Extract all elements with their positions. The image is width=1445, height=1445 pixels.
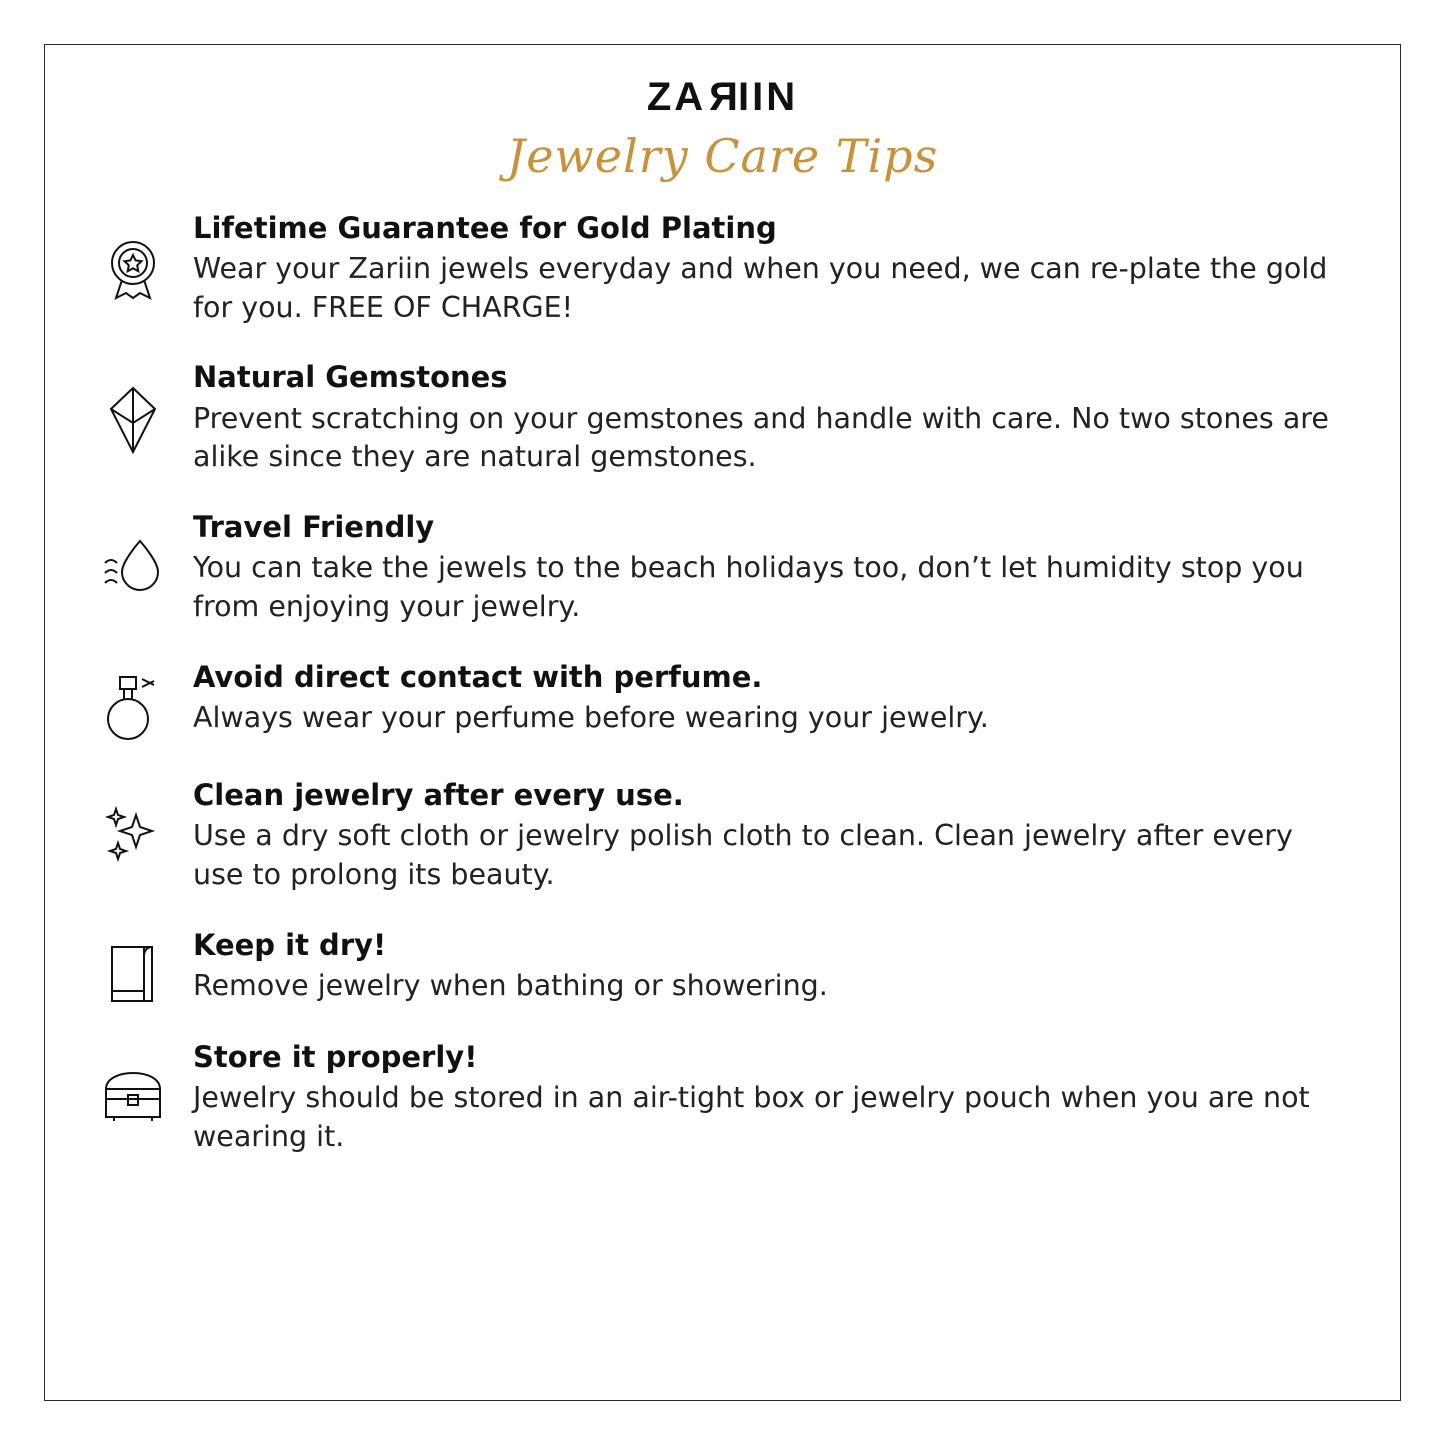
- list-item: [73, 210, 1372, 328]
- tip-text: [193, 210, 1372, 328]
- gemstone-icon: [73, 359, 193, 455]
- brand-logo-part-2: R: [706, 75, 739, 119]
- tip-title: Natural Gemstones: [193, 360, 508, 395]
- tip-body: Prevent scratching on your gemstones and handle with care. No two stones are alike since they are natural gemstones.: [193, 401, 1329, 474]
- tip-title: Clean jewelry after every use.: [193, 777, 684, 812]
- brand-logo-part-3: IIN: [738, 75, 799, 119]
- award-badge-icon: [73, 210, 193, 302]
- tip-text: [193, 927, 1372, 1006]
- jewelry-care-card: [44, 44, 1401, 1401]
- tip-text: [193, 509, 1372, 627]
- tip-body: You can take the jewels to the beach holidays too, don’t let humidity stop you from enjoying your jewelry.: [193, 551, 1304, 624]
- tip-body: Always wear your perfume before wearing your jewelry.: [193, 701, 989, 735]
- perfume-bottle-icon: [73, 659, 193, 745]
- sparkles-icon: [73, 777, 193, 865]
- tip-body: Use a dry soft cloth or jewelry polish cloth to clean. Clean jewelry after every use to prolong its beauty.: [193, 819, 1293, 891]
- tip-title: Avoid direct contact with perfume.: [193, 659, 763, 694]
- tip-title: Keep it dry!: [193, 927, 387, 962]
- towel-icon: [73, 927, 193, 1007]
- list-item: [73, 359, 1372, 477]
- tip-title: Travel Friendly: [193, 510, 435, 545]
- tip-body: Remove jewelry when bathing or showering.: [193, 968, 828, 1002]
- tip-title: Store it properly!: [193, 1039, 478, 1074]
- tip-title: Lifetime Guarantee for Gold Plating: [193, 210, 777, 245]
- water-drop-waves-icon: [73, 509, 193, 597]
- brand-logo: [45, 77, 1400, 117]
- list-item: [73, 927, 1372, 1007]
- tip-text: [193, 1039, 1372, 1157]
- tip-text: [193, 659, 1372, 738]
- jewelry-box-icon: [73, 1039, 193, 1123]
- tips-list: [45, 210, 1400, 1157]
- page-title: Jewelry Care Tips: [506, 129, 939, 183]
- list-item: [73, 509, 1372, 627]
- list-item: [73, 777, 1372, 895]
- tip-body: Wear your Zariin jewels everyday and when you need, we can re-plate the gold for you. FREE OF CHARGE!: [193, 251, 1328, 324]
- brand-logo-part-1: ZA: [646, 75, 707, 119]
- list-item: [73, 1039, 1372, 1157]
- tip-text: [193, 777, 1372, 895]
- tip-body: Jewelry should be stored in an air-tight box or jewelry pouch when you are not wearing it.: [193, 1080, 1310, 1153]
- tip-text: [193, 359, 1372, 477]
- list-item: [73, 659, 1372, 745]
